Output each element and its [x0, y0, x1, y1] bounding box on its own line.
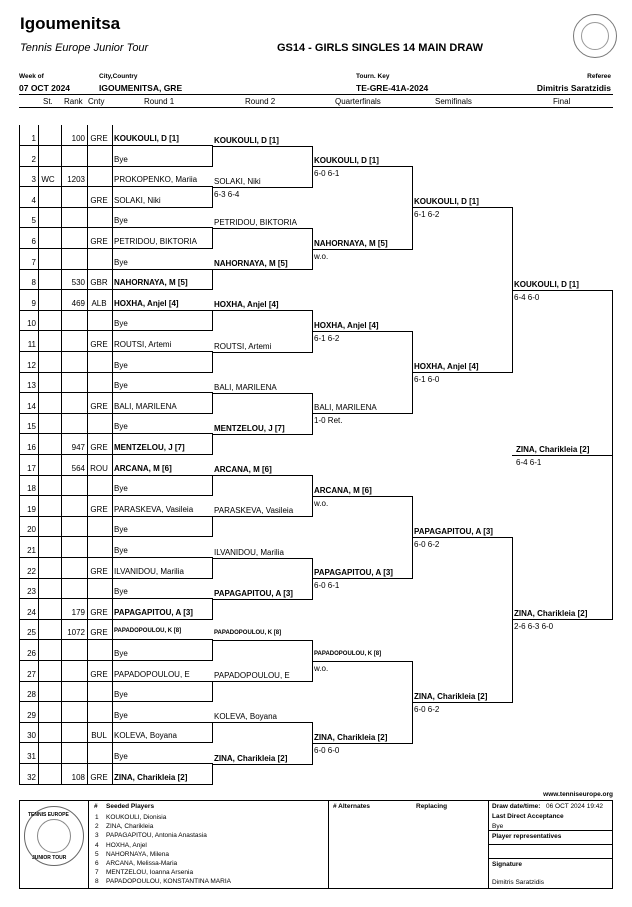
player-country: GRE	[90, 628, 108, 638]
round1-player: Bye	[114, 422, 128, 432]
draw-position: 5	[31, 216, 36, 226]
lda-label: Last Direct Acceptance	[492, 813, 564, 820]
draw-row	[19, 681, 112, 701]
qf-score: 6-0 6-1	[314, 169, 340, 179]
r2-player: ROUTSI, Artemi	[214, 341, 272, 351]
key-value: TE-GRE-41A-2024	[356, 83, 429, 93]
col-st: St.	[43, 97, 53, 106]
draw-position: 10	[27, 319, 36, 329]
player-rank: 179	[71, 607, 85, 617]
draw-row	[19, 640, 112, 660]
replacing-title: Replacing	[416, 803, 448, 810]
draw-row	[19, 764, 112, 784]
winner-score: 6-4 6-1	[516, 457, 542, 467]
draw-row	[19, 125, 112, 145]
player-country: GRE	[90, 134, 108, 143]
player-rank: 1203	[67, 175, 85, 185]
r2-player: PAPADOPOULOU, E	[214, 671, 290, 681]
draw-row	[19, 413, 112, 433]
draw-position: 26	[27, 649, 36, 658]
sf-score: 6-1 6-2	[414, 210, 440, 220]
key-label: Tourn. Key	[356, 73, 390, 80]
referee-label: Referee	[587, 73, 611, 80]
seed-player: ARCANA, Melissa-Maria	[106, 860, 178, 867]
round1-player: Bye	[114, 587, 128, 597]
seed-player: PAPAGAPITOU, Antonia Anastasia	[106, 832, 207, 840]
player-rank: 108	[71, 772, 85, 782]
draw-position: 6	[31, 237, 36, 246]
player-country: GRE	[90, 772, 108, 782]
player-country: GRE	[90, 566, 108, 576]
draw-position: 8	[31, 278, 36, 288]
draw-row	[19, 393, 112, 413]
sf-player: PAPAGAPITOU, A [3]	[414, 527, 493, 536]
player-country: GRE	[90, 504, 108, 514]
r2-player: BALI, MARILENA	[214, 382, 277, 392]
draw-position: 9	[31, 298, 36, 308]
seed-number: 1	[95, 814, 99, 821]
player-rank: 564	[71, 463, 85, 473]
r2-player: ILVANIDOU, Marilia	[214, 547, 284, 557]
player-rank: 100	[71, 134, 85, 143]
seed-number: 2	[95, 823, 99, 831]
draw-row	[19, 475, 112, 495]
draw-row	[19, 722, 112, 742]
event-name: GS14 - GIRLS SINGLES 14 MAIN DRAW	[277, 42, 483, 54]
draw-position: 15	[27, 422, 36, 432]
r2-player: PETRIDOU, BIKTORIA	[214, 218, 297, 227]
seed-number: 8	[95, 878, 99, 886]
round1-player: Bye	[114, 690, 128, 700]
sf-player: KOUKOULI, D [1]	[414, 197, 479, 207]
qf-player: NAHORNAYA, M [5]	[314, 238, 388, 248]
draw-row	[19, 146, 112, 166]
seed-player: HOXHA, Anjel	[106, 841, 147, 849]
col-quarterfinals: Quarterfinals	[335, 97, 381, 106]
draw-row	[19, 516, 112, 536]
draw-row	[19, 496, 112, 516]
sf-player: ZINA, Charikleia [2]	[414, 691, 488, 701]
qf-score: 1-0 Ret.	[314, 416, 343, 426]
final-player: KOUKOULI, D [1]	[514, 279, 579, 289]
city-label: City,Country	[99, 73, 138, 80]
alternates-title: # Alternates	[333, 803, 370, 810]
qf-score: 6-1 6-2	[314, 334, 340, 343]
sf-score: 6-1 6-0	[414, 375, 440, 385]
r2-player: PAPAGAPITOU, A [3]	[214, 588, 293, 598]
draw-row	[19, 578, 112, 598]
seed-number: 6	[95, 860, 99, 867]
r2-player: PARASKEVA, Vasileia	[214, 506, 294, 516]
round1-player: ARCANA, M [6]	[114, 463, 172, 473]
player-rank: 469	[71, 298, 85, 308]
round1-player: ROUTSI, Artemi	[114, 340, 172, 349]
round1-player: Bye	[114, 319, 128, 329]
round1-player: NAHORNAYA, M [5]	[114, 278, 188, 288]
qf-player: ARCANA, M [6]	[314, 485, 372, 495]
sf-score: 6-0 6-2	[414, 540, 440, 549]
draw-row	[19, 702, 112, 722]
draw-date-value: 06 OCT 2024 19:42	[546, 803, 603, 810]
round1-player: PARASKEVA, Vasileia	[114, 504, 194, 514]
draw-position: 14	[27, 401, 36, 411]
draw-date-label: Draw date/time:	[492, 803, 541, 810]
tournament-title: Igoumenitsa	[20, 14, 121, 33]
draw-position: 24	[27, 607, 36, 617]
round1-player: Bye	[114, 360, 128, 370]
r2-player: ARCANA, M [6]	[214, 465, 272, 475]
draw-row	[19, 434, 112, 454]
round1-player: Bye	[114, 154, 128, 164]
r2-player: NAHORNAYA, M [5]	[214, 259, 288, 269]
draw-position: 25	[27, 628, 36, 638]
round1-player: Bye	[114, 649, 128, 658]
r2-player: PAPADOPOULOU, K [8]	[214, 630, 282, 636]
seed-player: ZINA, Charikleia	[106, 823, 154, 831]
draw-position: 32	[27, 772, 36, 782]
logo-top-text: TENNIS EUROPE	[28, 812, 69, 818]
draw-position: 19	[27, 504, 36, 514]
round1-player: PAPADOPOULOU, E	[114, 669, 190, 679]
round1-player: BALI, MARILENA	[114, 401, 177, 411]
player-country: BUL	[91, 731, 107, 741]
tour-name: Tennis Europe Junior Tour	[20, 42, 149, 54]
draw-position: 7	[31, 257, 36, 267]
round1-player: ZINA, Charikleia [2]	[114, 772, 188, 782]
r2-score: 6-3 6-4	[214, 189, 240, 199]
seed-number: 7	[95, 869, 99, 877]
round1-player: Bye	[114, 216, 128, 226]
draw-position: 27	[27, 669, 36, 679]
player-rank: 947	[71, 443, 85, 452]
qf-score: w.o.	[314, 663, 329, 673]
col-cnty: Cnty	[88, 97, 105, 106]
draw-row	[19, 207, 112, 227]
qf-score: w.o.	[314, 498, 329, 508]
draw-row	[19, 290, 112, 310]
round1-player: HOXHA, Anjel [4]	[114, 298, 179, 308]
player-country: GRE	[90, 401, 108, 411]
lda-value: Bye	[492, 823, 504, 830]
qf-player: BALI, MARILENA	[314, 403, 377, 413]
seed-number: 4	[95, 841, 99, 849]
round1-player: PROKOPENKO, Mariia	[114, 175, 198, 185]
footer-url: www.tenniseurope.org	[543, 791, 613, 798]
round1-player: Bye	[114, 257, 128, 267]
player-country: GRE	[90, 237, 108, 246]
draw-position: 29	[27, 710, 36, 720]
qf-score: w.o.	[314, 251, 329, 261]
player-country: ALB	[91, 298, 107, 308]
draw-position: 30	[27, 731, 36, 741]
round1-player: Bye	[114, 381, 128, 391]
round1-player: Bye	[114, 752, 128, 761]
round1-player: PAPAGAPITOU, A [3]	[114, 607, 193, 617]
seed-player: PAPADOPOULOU, KONSTANTINA MARIA	[106, 878, 231, 886]
draw-row	[19, 166, 112, 186]
seeded-hash: #	[94, 803, 98, 810]
draw-row	[19, 537, 112, 557]
col-semifinals: Semifinals	[435, 97, 472, 106]
col-rank: Rank	[64, 97, 83, 106]
player-rank: 1072	[67, 628, 85, 638]
round1-player: PETRIDOU, BIKTORIA	[114, 237, 197, 246]
r2-player: SOLAKI, Niki	[214, 176, 261, 186]
qf-player: ZINA, Charikleia [2]	[314, 733, 388, 742]
signature-value: Dimitris Saratzidis	[492, 879, 545, 886]
qf-score: 6-0 6-1	[314, 581, 340, 591]
col-final: Final	[553, 97, 571, 106]
round1-player: SOLAKI, Niki	[114, 195, 161, 205]
draw-row	[19, 455, 112, 475]
round1-player: PAPADOPOULOU, K [8]	[114, 628, 182, 635]
qf-score: 6-0 6-0	[314, 746, 340, 755]
referee-value: Dimitris Saratzidis	[536, 83, 611, 93]
player-reps-label: Player representatives	[492, 833, 562, 840]
winner-player: ZINA, Charikleia [2]	[516, 444, 590, 454]
week-value: 07 OCT 2024	[19, 83, 71, 93]
seed-player: MENTZELOU, Ioanna Arsenia	[106, 869, 194, 877]
draw-position: 4	[31, 195, 36, 205]
draw-position: 17	[27, 463, 36, 473]
draw-row	[19, 743, 112, 763]
draw-position: 20	[27, 525, 36, 535]
draw-row	[19, 228, 112, 248]
week-label: Week of	[19, 73, 44, 80]
logo-bottom-text: JUNIOR TOUR	[32, 855, 67, 861]
round1-player: Bye	[114, 484, 128, 494]
round1-player: KOUKOULI, D [1]	[114, 134, 179, 143]
draw-row	[19, 558, 112, 578]
signature-label: Signature	[492, 861, 522, 868]
seed-player: KOUKOULI, Dionisia	[106, 814, 167, 821]
draw-row	[19, 310, 112, 330]
draw-position: 23	[27, 587, 36, 597]
sf-score: 6-0 6-2	[414, 704, 440, 714]
draw-row	[19, 249, 112, 269]
player-country: GRE	[90, 607, 108, 617]
qf-player: HOXHA, Anjel [4]	[314, 321, 379, 330]
qf-player: PAPADOPOULOU, K [8]	[314, 650, 382, 657]
round1-player: ILVANIDOU, Marilia	[114, 566, 184, 576]
draw-position: 12	[27, 360, 36, 370]
qf-player: KOUKOULI, D [1]	[314, 156, 379, 166]
city-value: IGOUMENITSA, GRE	[99, 83, 183, 93]
round1-player: Bye	[114, 546, 128, 555]
draw-row	[19, 269, 112, 289]
draw-position: 28	[27, 690, 36, 700]
r2-player: HOXHA, Anjel [4]	[214, 300, 279, 310]
seeded-title: Seeded Players	[106, 803, 155, 810]
draw-position: 1	[31, 134, 36, 143]
round1-player: MENTZELOU, J [7]	[114, 443, 185, 452]
player-country: ROU	[90, 463, 108, 473]
player-country: GRE	[90, 443, 108, 452]
draw-row	[19, 372, 112, 392]
draw-position: 13	[27, 381, 36, 391]
r2-player: KOLEVA, Boyana	[214, 712, 277, 722]
draw-row	[19, 619, 112, 639]
entry-status: WC	[41, 175, 55, 185]
draw-row	[19, 661, 112, 681]
player-country: GRE	[90, 340, 108, 349]
round1-player: Bye	[114, 710, 128, 720]
final-score: 6-4 6-0	[514, 292, 540, 302]
round1-player: KOLEVA, Boyana	[114, 731, 177, 741]
draw-row	[19, 331, 112, 351]
draw-position: 31	[27, 752, 36, 761]
tennis-europe-logo-icon	[573, 14, 617, 58]
sf-player: HOXHA, Anjel [4]	[414, 362, 479, 372]
player-country: GRE	[90, 195, 108, 205]
draw-position: 21	[27, 546, 36, 555]
draw-position: 18	[27, 484, 36, 494]
r2-player: KOUKOULI, D [1]	[214, 135, 279, 145]
draw-position: 2	[31, 154, 36, 164]
final-player: ZINA, Charikleia [2]	[514, 609, 588, 619]
col-round2: Round 2	[245, 97, 276, 106]
r2-player: MENTZELOU, J [7]	[214, 424, 285, 433]
draw-position: 16	[27, 443, 36, 452]
draw-position: 22	[27, 566, 36, 576]
qf-player: PAPAGAPITOU, A [3]	[314, 568, 393, 578]
round1-player: Bye	[114, 525, 128, 535]
player-country: GRE	[90, 669, 108, 679]
draw-position: 11	[27, 340, 36, 349]
seed-number: 3	[95, 832, 99, 840]
player-rank: 530	[71, 278, 85, 288]
draw-row	[19, 599, 112, 619]
seed-player: NAHORNAYA, Milena	[106, 850, 169, 858]
draw-row	[19, 352, 112, 372]
col-round1: Round 1	[144, 97, 175, 106]
draw-position: 3	[31, 175, 36, 185]
draw-row	[19, 187, 112, 207]
seed-number: 5	[95, 850, 99, 858]
r2-player: ZINA, Charikleia [2]	[214, 753, 288, 763]
player-country: GBR	[90, 278, 108, 288]
final-score: 2-6 6-3 6-0	[514, 622, 554, 632]
